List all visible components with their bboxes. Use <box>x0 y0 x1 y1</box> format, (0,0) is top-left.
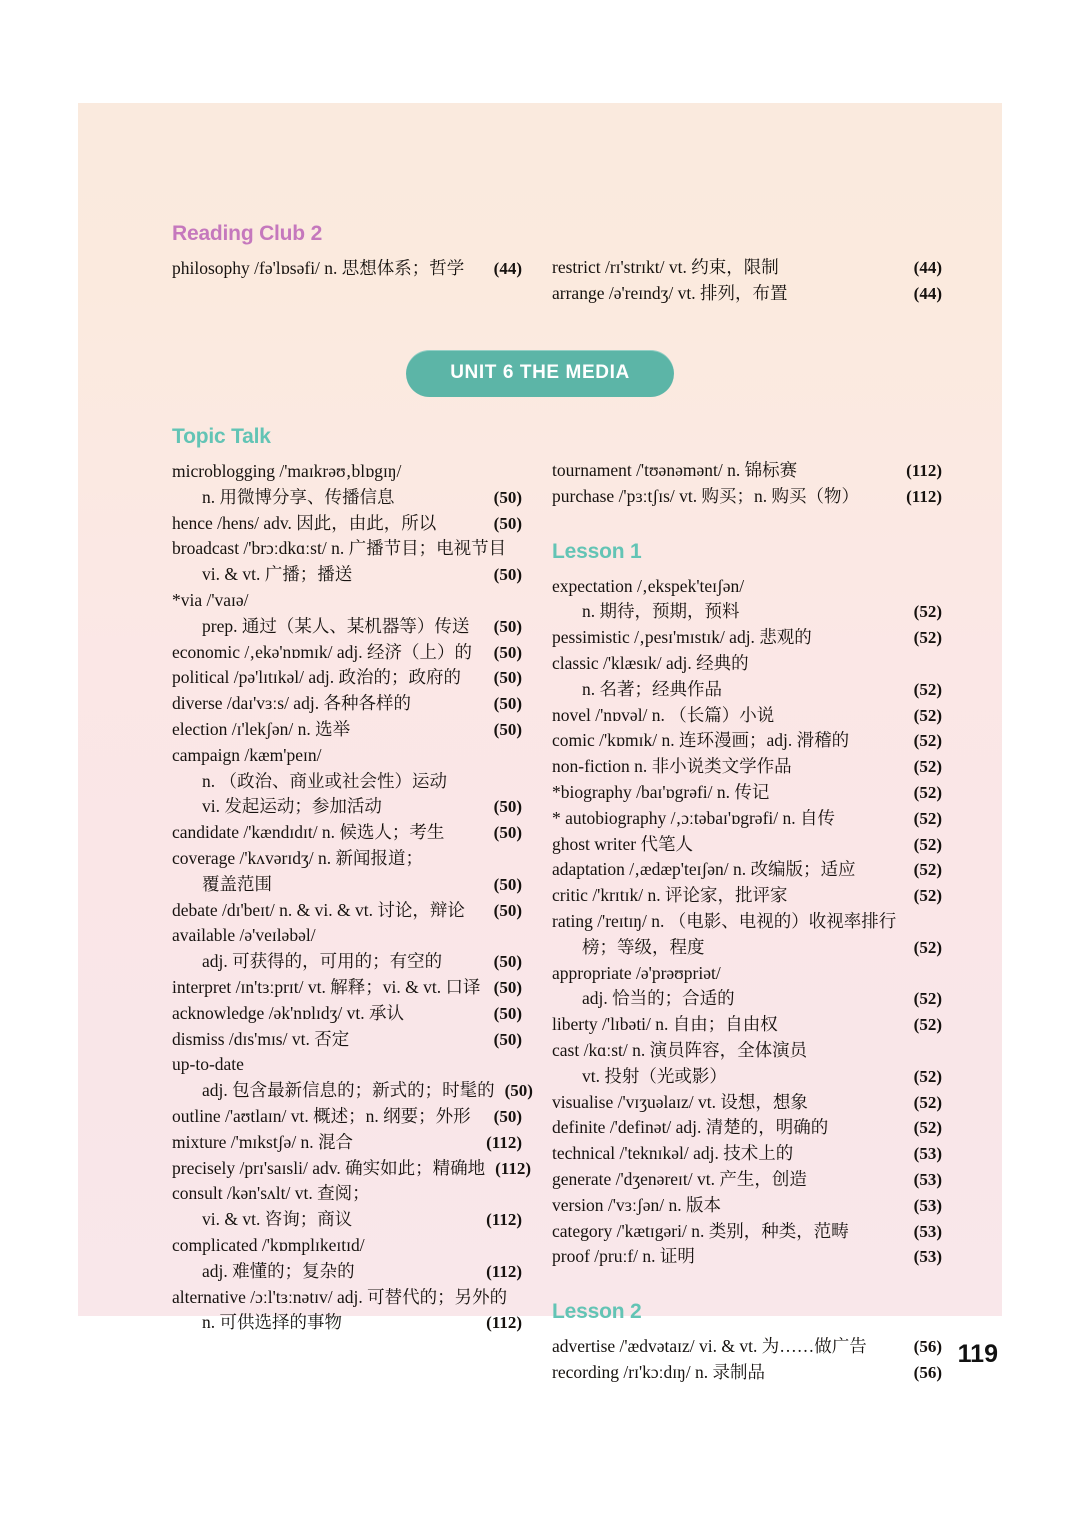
reading-club-right-column <box>552 222 942 307</box>
vocabulary-entry <box>552 1115 942 1141</box>
entry-page-reference: (112) <box>906 486 942 506</box>
entry-text: 榜；等级，程度 <box>582 936 705 957</box>
entry-text: *via /'vaɪə/ <box>172 590 249 611</box>
entry-page-reference: (52) <box>913 783 942 803</box>
entry-text: visualise /'vɪʒuəlaɪz/ vt. 设想，想象 <box>552 1091 808 1112</box>
unit-banner-wrapper <box>0 350 1080 397</box>
vocabulary-entry <box>552 780 942 806</box>
entry-page-reference: (52) <box>913 1118 942 1138</box>
vocabulary-entry-line <box>552 1064 942 1090</box>
vocabulary-entry-line <box>172 1078 533 1104</box>
vocabulary-entry <box>172 1027 522 1053</box>
entry-text: tournament /'tʊənəmənt/ n. 锦标赛 <box>552 460 798 480</box>
entry-text: version /'vɜːʃən/ n. 版本 <box>552 1194 721 1215</box>
entry-text: generate /'dʒenəreɪt/ vt. 产生，创造 <box>552 1169 807 1190</box>
entry-page-reference: (50) <box>493 513 522 533</box>
vocabulary-entry-line <box>552 883 942 909</box>
vocabulary-entry <box>172 1233 522 1285</box>
vocabulary-entry-line <box>552 1193 942 1219</box>
vocabulary-entry <box>552 1244 942 1270</box>
entry-list-reading-club-right <box>552 255 942 307</box>
entry-page-reference: (52) <box>913 808 942 828</box>
vocabulary-entry <box>552 1090 942 1116</box>
entry-text: liberty /'lɪbəti/ n. 自由；自由权 <box>552 1014 778 1035</box>
entry-page-reference: (112) <box>486 1132 522 1152</box>
entry-text: vi. 发起运动；参加活动 <box>202 796 382 817</box>
vocabulary-entry-line <box>552 703 942 729</box>
entry-text: adj. 难懂的；复杂的 <box>202 1260 355 1281</box>
entry-text: available /ə'veɪləbəl/ <box>172 925 316 946</box>
vocabulary-entry-line <box>552 1012 942 1038</box>
entry-page-reference: (52) <box>913 886 942 906</box>
entry-text: campaign /kæm'peɪn/ <box>172 744 322 765</box>
entry-page-reference: (44) <box>913 258 942 277</box>
entry-text: alternative /ɔːl'tɜːnətɪv/ adj. 可替代的；另外的 <box>172 1286 508 1307</box>
entry-text: mixture /'mɪkstʃə/ n. 混合 <box>172 1131 354 1152</box>
entry-text: complicated /'kɒmplɪkeɪtɪd/ <box>172 1235 365 1255</box>
entry-text: non-fiction n. 非小说类文学作品 <box>552 756 792 777</box>
unit-banner: UNIT 6 THE MEDIA <box>406 350 674 397</box>
entry-page-reference: (52) <box>913 602 942 622</box>
vocabulary-entry-line <box>172 485 522 511</box>
vocabulary-entry <box>552 1219 942 1245</box>
entry-text: vi. & vt. 广播；播送 <box>202 564 353 585</box>
entry-page-reference: (112) <box>486 1313 522 1333</box>
entry-page-reference: (53) <box>913 1144 942 1164</box>
vocabulary-entry <box>552 857 942 883</box>
entry-page-reference: (50) <box>493 1029 522 1049</box>
vocabulary-entry-line <box>172 923 522 949</box>
entry-text: n. 可供选择的事物 <box>202 1312 342 1333</box>
entry-text: critic /'krɪtɪk/ n. 评论家，批评家 <box>552 885 788 906</box>
vocabulary-entry-line <box>552 832 942 858</box>
entry-text: broadcast /'brɔːdkɑːst/ n. 广播节目；电视节目 <box>172 538 507 559</box>
vocabulary-entry-line <box>552 1360 942 1386</box>
entry-text: interpret /ɪn'tɜːprɪt/ vt. 解释；vi. & vt. 口译 <box>172 977 481 998</box>
vocabulary-entry <box>172 511 522 537</box>
entry-page-reference: (112) <box>486 1261 522 1281</box>
entry-page-reference: (52) <box>913 989 942 1009</box>
entry-list-right-continued <box>552 458 942 510</box>
entry-text: arrange /ə'reɪndʒ/ vt. 排列，布置 <box>552 282 788 303</box>
entry-page-reference: (53) <box>913 1221 942 1241</box>
entry-page-reference: (44) <box>493 259 522 279</box>
vocabulary-entry <box>172 1156 531 1182</box>
vocabulary-entry <box>172 1052 533 1104</box>
entry-text: classic /'klæsɪk/ adj. 经典的 <box>552 653 749 674</box>
vocabulary-entry <box>552 909 942 961</box>
reading-club-left-column <box>172 222 522 282</box>
vocabulary-entry-line <box>172 975 522 1001</box>
vocabulary-entry <box>172 1001 522 1027</box>
vocabulary-entry <box>552 458 942 484</box>
entry-page-reference: (50) <box>493 565 522 585</box>
entry-text: purchase /'pɜːtʃɪs/ vt. 购买；n. 购买（物） <box>552 485 860 506</box>
entry-text: prep. 通过（某人、某机器等）传送 <box>202 615 470 636</box>
entry-text: economic /‚ekə'nɒmɪk/ adj. 经济（上）的 <box>172 641 473 662</box>
vocabulary-entry <box>172 640 522 666</box>
vocabulary-entry-line <box>172 820 522 846</box>
entry-text: n. 名著；经典作品 <box>582 678 722 699</box>
entry-text: vt. 投射（光或影） <box>582 1065 727 1086</box>
entry-text: recording /rɪ'kɔːdɪŋ/ n. 录制品 <box>552 1362 766 1383</box>
vocabulary-entry <box>172 1181 522 1233</box>
entry-page-reference: (50) <box>493 874 522 894</box>
entry-text: 覆盖范围 <box>202 873 272 894</box>
vocabulary-entry-line <box>172 743 522 769</box>
vocabulary-entry <box>552 1193 942 1219</box>
entry-text: philosophy /fə'lɒsəfi/ n. 思想体系；哲学 <box>172 258 465 279</box>
entry-page-reference: (50) <box>493 900 522 920</box>
vocabulary-entry-line <box>172 717 522 743</box>
vocabulary-entry-line <box>172 459 522 485</box>
vocabulary-entry-line <box>172 846 522 872</box>
vocabulary-entry <box>172 898 522 924</box>
entry-page-reference: (50) <box>493 720 522 740</box>
vocabulary-entry <box>552 703 942 729</box>
vocabulary-entry-line <box>552 806 942 832</box>
vocabulary-entry-line <box>552 909 942 935</box>
vocabulary-entry <box>552 1360 942 1386</box>
entry-text: cast /kɑːst/ n. 演员阵容，全体演员 <box>552 1040 808 1061</box>
entry-page-reference: (52) <box>913 757 942 777</box>
vocabulary-entry <box>172 459 522 511</box>
vocabulary-entry-line <box>552 1219 942 1245</box>
section-heading-lesson-1: Lesson 1 <box>552 539 642 563</box>
vocabulary-entry-line <box>552 484 942 510</box>
vocabulary-entry-line <box>552 625 942 651</box>
vocabulary-entry <box>552 754 942 780</box>
entry-list-lesson-1 <box>552 574 942 1271</box>
entry-text: candidate /'kændɪdɪt/ n. 候选人；考生 <box>172 822 445 843</box>
entry-text: vi. & vt. 咨询；商议 <box>202 1209 353 1230</box>
entry-page-reference: (112) <box>906 461 942 480</box>
entry-text: adj. 包含最新信息的；新式的；时髦的 <box>202 1080 495 1101</box>
vocabulary-entry <box>172 1130 522 1156</box>
entry-text: definite /'definət/ adj. 清楚的，明确的 <box>552 1117 829 1138</box>
vocabulary-entry-line <box>172 949 522 975</box>
entry-page-reference: (52) <box>913 1066 942 1086</box>
vocabulary-entry-line <box>172 1310 522 1336</box>
vocabulary-entry-line <box>172 691 522 717</box>
entry-text: microblogging /'maɪkrəʊ‚blɒgɪŋ/ <box>172 461 402 482</box>
entry-text: adj. 恰当的；合适的 <box>582 988 735 1009</box>
vocabulary-entry <box>552 1334 942 1360</box>
entry-page-reference: (52) <box>913 705 942 725</box>
entry-page-reference: (50) <box>493 797 522 817</box>
entry-text: n. 期待，预期，预料 <box>582 601 740 622</box>
vocabulary-entry <box>552 1167 942 1193</box>
entry-page-reference: (50) <box>493 1107 522 1127</box>
entry-list-lesson-2 <box>552 1334 942 1386</box>
vocabulary-entry <box>552 883 942 909</box>
vocabulary-entry-line <box>172 256 522 282</box>
entry-page-reference: (50) <box>493 487 522 507</box>
entry-text: pessimistic /‚pesɪ'mɪstɪk/ adj. 悲观的 <box>552 627 812 648</box>
entry-page-reference: (53) <box>913 1170 942 1190</box>
entry-text: rating /'reɪtɪŋ/ n. （电影、电视的）收视率排行 <box>552 911 897 932</box>
entry-page-reference: (52) <box>913 1092 942 1112</box>
entry-text: advertise /'ædvətaɪz/ vi. & vt. 为……做广告 <box>552 1336 867 1357</box>
vocabulary-entry-line <box>172 872 522 898</box>
vocabulary-entry-line <box>172 1156 531 1182</box>
vocabulary-entry <box>172 665 522 691</box>
vocabulary-entry <box>552 961 942 1013</box>
vocabulary-entry <box>172 1104 522 1130</box>
vocabulary-columns <box>172 425 942 1386</box>
entry-page-reference: (52) <box>913 860 942 880</box>
vocabulary-entry-line <box>552 1334 942 1360</box>
vocabulary-entry-line <box>172 511 522 537</box>
entry-text: consult /kən'sʌlt/ vt. 查阅； <box>172 1183 370 1204</box>
entry-page-reference: (52) <box>913 628 942 648</box>
vocabulary-entry-line <box>172 614 522 640</box>
vocabulary-entry <box>552 484 942 510</box>
entry-page-reference: (50) <box>493 823 522 843</box>
entry-page-reference: (50) <box>493 642 522 662</box>
vocabulary-entry-line <box>172 1259 522 1285</box>
vocabulary-entry-line <box>172 1285 522 1311</box>
entry-page-reference: (56) <box>913 1363 942 1383</box>
entry-text: proof /pruːf/ n. 证明 <box>552 1246 695 1267</box>
entry-text: dismiss /dɪs'mɪs/ vt. 否定 <box>172 1028 350 1049</box>
entry-text: debate /dɪ'beɪt/ n. & vi. & vt. 讨论，辩论 <box>172 899 465 920</box>
vocabulary-entry <box>172 820 522 846</box>
section-heading-lesson-2: Lesson 2 <box>552 1300 642 1324</box>
entry-text: acknowledge /ək'nɒlɪdʒ/ vt. 承认 <box>172 1002 404 1023</box>
vocabulary-entry-line <box>552 255 942 281</box>
entry-page-reference: (53) <box>913 1247 942 1267</box>
entry-page-reference: (50) <box>493 1003 522 1023</box>
vocabulary-entry-line <box>172 1052 522 1078</box>
vocabulary-entry <box>172 536 522 588</box>
vocabulary-entry <box>172 743 522 820</box>
vocabulary-entry-line <box>552 574 942 600</box>
vocabulary-entry-line <box>552 754 942 780</box>
left-column <box>172 425 533 1336</box>
entry-text: hence /hens/ adv. 因此，由此，所以 <box>172 512 437 533</box>
entry-text: diverse /daɪ'vɜːs/ adj. 各种各样的 <box>172 693 411 714</box>
entry-page-reference: (112) <box>495 1158 531 1178</box>
vocabulary-entry <box>552 806 942 832</box>
entry-text: restrict /rɪ'strɪkt/ vt. 约束，限制 <box>552 257 779 277</box>
page-number: 119 <box>957 1340 998 1368</box>
entry-page-reference: (112) <box>486 1210 522 1230</box>
entry-page-reference: (50) <box>493 952 522 972</box>
vocabulary-entry <box>172 975 522 1001</box>
vocabulary-entry-line <box>552 1090 942 1116</box>
vocabulary-entry-line <box>172 769 522 795</box>
vocabulary-entry-line <box>552 677 942 703</box>
entry-page-reference: (50) <box>493 668 522 688</box>
vocabulary-entry-line <box>172 898 522 924</box>
entry-text: n. 用微博分享、传播信息 <box>202 486 395 507</box>
vocabulary-entry <box>552 625 942 651</box>
entry-text: appropriate /ə'prəʊpriət/ <box>552 962 721 983</box>
vocabulary-entry-line <box>552 780 942 806</box>
entry-text: adaptation /‚ædæp'teɪʃən/ n. 改编版；适应 <box>552 859 856 880</box>
entry-text: novel /'nɒvəl/ n. （长篇）小说 <box>552 704 775 725</box>
entry-text: technical /'teknɪkəl/ adj. 技术上的 <box>552 1143 794 1164</box>
entry-page-reference: (52) <box>913 834 942 854</box>
vocabulary-entry-line <box>552 935 942 961</box>
entry-text: *biography /baɪ'ɒgrəfi/ n. 传记 <box>552 782 770 803</box>
entry-page-reference: (52) <box>913 1015 942 1035</box>
entry-page-reference: (56) <box>913 1337 942 1357</box>
vocabulary-entry-line <box>172 1027 522 1053</box>
vocabulary-entry-line <box>552 281 942 307</box>
section-heading-topic-talk: Topic Talk <box>172 425 271 448</box>
vocabulary-entry-line <box>552 1244 942 1270</box>
vocabulary-entry-line <box>172 536 522 562</box>
entry-text: category /'kætɪgəri/ n. 类别，种类，范畴 <box>552 1220 849 1241</box>
vocabulary-entry <box>172 1285 522 1337</box>
vocabulary-entry <box>552 832 942 858</box>
entry-page-reference: (44) <box>913 283 942 303</box>
entry-page-reference: (50) <box>493 978 522 998</box>
vocabulary-entry-line <box>172 562 522 588</box>
entry-text: ghost writer 代笔人 <box>552 833 693 854</box>
vocabulary-entry-line <box>552 728 942 754</box>
entry-list-topic-talk <box>172 459 533 1336</box>
entry-text: expectation /‚ekspek'teɪʃən/ <box>552 575 745 596</box>
vocabulary-entry-line <box>172 588 522 614</box>
vocabulary-entry-line <box>552 857 942 883</box>
vocabulary-entry-line <box>172 665 522 691</box>
vocabulary-entry <box>172 588 522 640</box>
entry-text: up-to-date <box>172 1054 244 1075</box>
section-heading-reading-club-2: Reading Club 2 <box>172 222 323 245</box>
entry-page-reference: (52) <box>913 679 942 699</box>
entry-page-reference: (50) <box>493 616 522 636</box>
vocabulary-entry-line <box>552 1115 942 1141</box>
vocabulary-entry-line <box>552 1167 942 1193</box>
vocabulary-entry <box>172 691 522 717</box>
lesson-sections <box>552 540 942 1386</box>
entry-page-reference: (50) <box>493 694 522 714</box>
vocabulary-entry-line <box>552 961 942 987</box>
vocabulary-entry-line <box>552 599 942 625</box>
vocabulary-entry <box>552 255 942 281</box>
vocabulary-entry <box>552 651 942 703</box>
entry-page-reference: (52) <box>913 731 942 751</box>
vocabulary-entry <box>172 846 522 898</box>
vocabulary-entry-line <box>172 640 522 666</box>
vocabulary-entry-line <box>552 986 942 1012</box>
vocabulary-entry <box>552 728 942 754</box>
vocabulary-entry <box>172 923 522 975</box>
reading-club-section <box>172 222 942 307</box>
entry-text: election /ɪ'lekʃən/ n. 选举 <box>172 719 351 740</box>
vocabulary-entry-line <box>552 651 942 677</box>
entry-text: political /pə'lɪtɪkəl/ adj. 政治的；政府的 <box>172 667 461 688</box>
vocabulary-entry <box>552 281 942 307</box>
vocabulary-entry <box>552 1012 942 1038</box>
vocabulary-entry-line <box>552 458 942 484</box>
entry-text: coverage /'kʌvərɪdʒ/ n. 新闻报道； <box>172 848 423 869</box>
vocabulary-entry-line <box>172 1001 522 1027</box>
entry-page-reference: (52) <box>913 937 942 957</box>
vocabulary-entry <box>172 256 522 282</box>
entry-text: adj. 可获得的，可用的；有空的 <box>202 951 443 972</box>
entry-page-reference: (53) <box>913 1195 942 1215</box>
vocabulary-entry-line <box>172 1181 522 1207</box>
vocabulary-entry-line <box>172 1207 522 1233</box>
entry-list-reading-club <box>172 256 522 282</box>
entry-text: n. （政治、商业或社会性）运动 <box>202 770 447 791</box>
vocabulary-entry-line <box>172 1130 522 1156</box>
vocabulary-entry <box>552 1038 942 1090</box>
right-column <box>552 425 942 1386</box>
entry-text: precisely /prɪ'saɪsli/ adv. 确实如此；精确地 <box>172 1157 486 1178</box>
entry-text: comic /'kɒmɪk/ n. 连环漫画；adj. 滑稽的 <box>552 730 850 751</box>
vocabulary-entry-line <box>552 1038 942 1064</box>
entry-text: outline /'aʊtlaɪn/ vt. 概述；n. 纲要；外形 <box>172 1106 471 1127</box>
vocabulary-entry-line <box>172 1104 522 1130</box>
entry-page-reference: (50) <box>504 1081 533 1101</box>
vocabulary-entry-line <box>552 1141 942 1167</box>
vocabulary-entry <box>552 574 942 626</box>
vocabulary-entry <box>172 717 522 743</box>
vocabulary-entry-line <box>172 1233 522 1259</box>
vocabulary-entry <box>552 1141 942 1167</box>
vocabulary-entry-line <box>172 794 522 820</box>
entry-text: * autobiography /‚ɔːtəbaɪ'ɒgrəfi/ n. 自传 <box>552 807 835 828</box>
